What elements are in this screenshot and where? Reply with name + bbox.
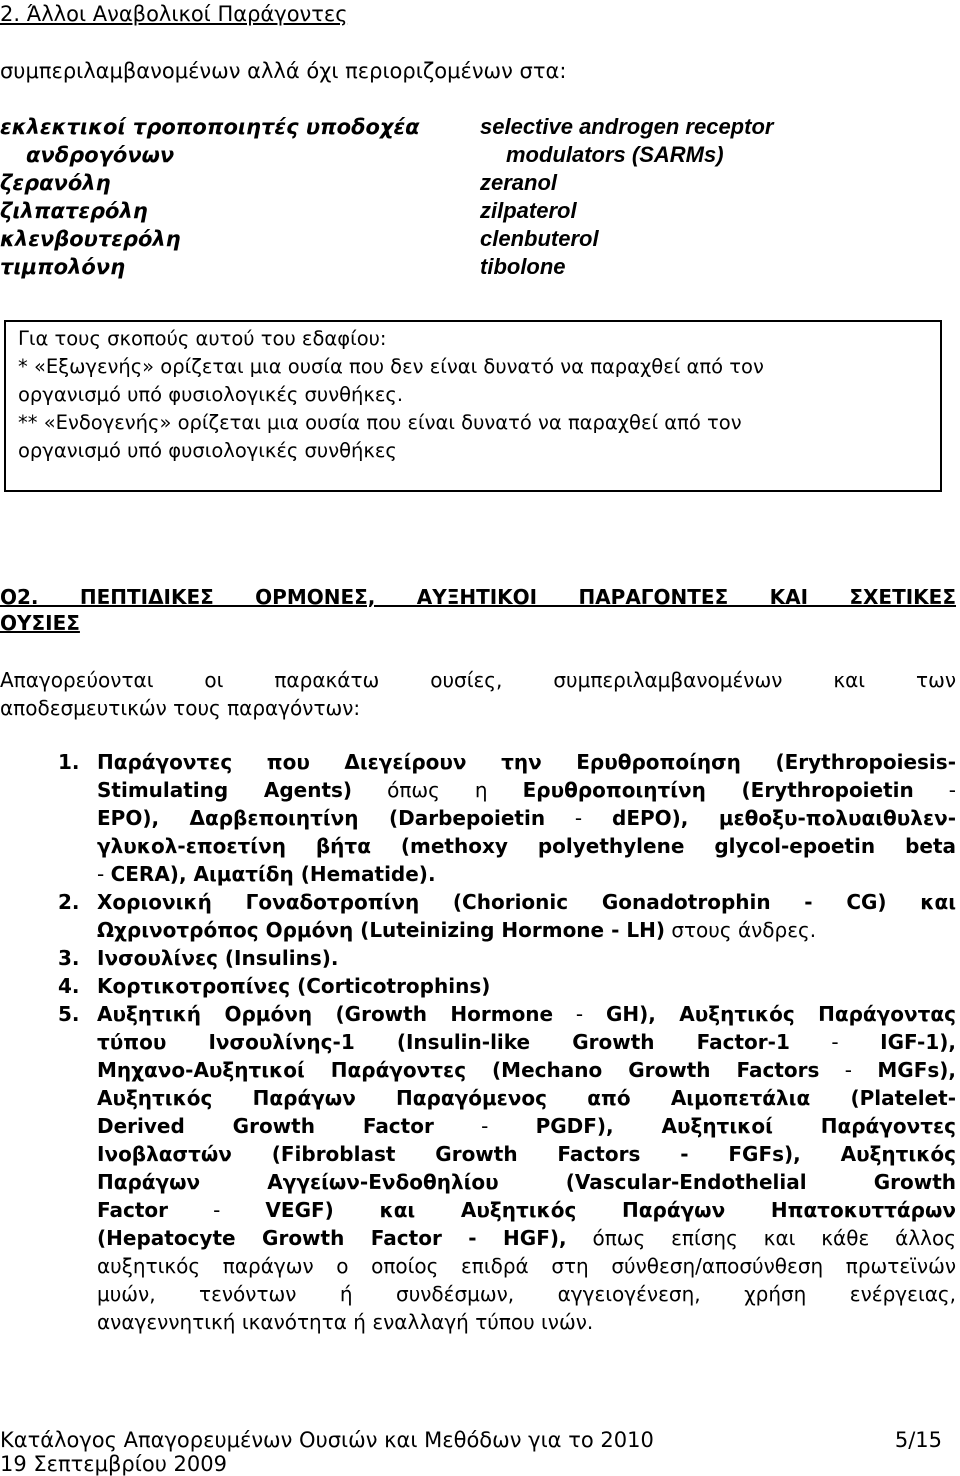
list-line: Stimulating Agents) όπως η Ερυθροποιητίνη (Erythropoietin -	[97, 778, 957, 802]
list-line: Μηχανο-Αυξητικοί Παράγοντες (Mechano Growth Factors - MGFs),	[97, 1058, 956, 1082]
list-line: Ωχρινοτρόπος Ορμόνη (Luteinizing Hormone - LH) στους άνδρες.	[97, 918, 817, 942]
section2-title-line: ΟΥΣΙΕΣ	[0, 611, 80, 635]
definition-line: οργανισμό υπό φυσιολογικές συνθήκες	[18, 439, 397, 462]
list-number: 2.	[58, 890, 80, 914]
substance-english: modulators (SARMs)	[506, 142, 724, 167]
list-number: 5.	[58, 1002, 80, 1026]
substance-english: zeranol	[480, 170, 558, 195]
list-item	[58, 888, 956, 944]
substance-greek: τιμπολόνη	[0, 255, 126, 279]
list-line: Factor - VEGF) και Αυξητικός Παράγων Ηπατοκυττάρων	[97, 1198, 956, 1222]
definition-box	[4, 320, 942, 492]
list-line: (Hepatocyte Growth Factor - HGF), όπως επίσης και κάθε άλλος	[97, 1226, 956, 1250]
list-number: 3.	[58, 946, 80, 970]
substance-english: tibolone	[480, 254, 566, 279]
list-line: EPO), Δαρβεποιητίνη (Darbepoietin - dEPO), μεθοξυ-πολυαιθυλεν-	[97, 806, 956, 830]
list-item	[58, 748, 956, 888]
definition-line: Για τους σκοπούς αυτού του εδαφίου:	[18, 327, 387, 350]
list-line: Ινσουλίνες (Insulins).	[97, 946, 339, 970]
list-line: Ινοβλαστών (Fibroblast Growth Factors - FGFs), Αυξητικός	[97, 1142, 956, 1166]
list-line: τύπου Ινσουλίνης-1 (Insulin-like Growth Factor-1 - IGF-1),	[97, 1030, 956, 1054]
substance-english: zilpaterol	[480, 198, 577, 223]
list-line: Χοριονική Γοναδοτροπίνη (Chorionic Gonadotrophin - CG) και	[97, 890, 956, 914]
list-item	[58, 972, 956, 1000]
list-line: Derived Growth Factor - PGDF), Αυξητικοί Παράγοντες	[97, 1114, 956, 1138]
substance-list	[58, 748, 956, 1336]
list-line: Παράγοντες που Διεγείρουν την Ερυθροποίηση (Erythropoiesis-	[97, 750, 956, 774]
substances-english-column	[480, 113, 950, 281]
section-title: 2. Άλλοι Αναβολικοί Παράγοντες	[0, 2, 348, 26]
definition-line: οργανισμό υπό φυσιολογικές συνθήκες.	[18, 383, 404, 406]
list-item	[58, 944, 956, 972]
footer	[0, 1428, 942, 1476]
list-line: αυξητικός παράγων ο οποίος επιδρά στη σύνθεση/αποσύνθεση πρωτεϊνών	[97, 1254, 956, 1278]
list-item	[58, 1000, 956, 1336]
list-line: Παράγων Αγγείων-Ενδοθηλίου (Vascular-Endothelial Growth	[97, 1170, 956, 1194]
list-number: 4.	[58, 974, 80, 998]
substance-greek: ζερανόλη	[0, 171, 111, 195]
substance-greek: κλενβουτερόλη	[0, 227, 181, 251]
substances-greek-column	[0, 113, 470, 281]
substance-greek: ζιλπατερόλη	[0, 199, 148, 223]
list-line: αναγεννητική ικανότητα ή εναλλαγή τύπου ινών.	[97, 1310, 594, 1334]
substance-english: selective androgen receptor	[480, 114, 774, 139]
page-number: 5/15	[894, 1428, 942, 1452]
footer-date: 19 Σεπτεμβρίου 2009	[0, 1452, 227, 1476]
section2-intro	[0, 666, 956, 722]
list-line: γλυκολ-εποετίνη βήτα (methoxy polyethylene glycol-epoetin beta	[97, 834, 956, 858]
list-line: μυών, τενόντων ή συνδέσμων, αγγειογένεση, χρήση ενέργειας,	[97, 1282, 956, 1306]
section2-intro-line: αποδεσμευτικών τους παραγόντων:	[0, 696, 361, 720]
list-line: Κορτικοτροπίνες (Corticotrophins)	[97, 974, 491, 998]
section2-intro-line: Απαγορεύονται οι παρακάτω ουσίες, συμπεριλαμβανομένων και των	[0, 668, 956, 692]
definition-line: * «Εξωγενής» ορίζεται μια ουσία που δεν είναι δυνατό να παραχθεί από τον	[18, 355, 764, 378]
section2-title-line: Ο2. ΠΕΠΤΙΔΙΚΕΣ ΟΡΜΟΝΕΣ, ΑΥΞΗΤΙΚΟΙ ΠΑΡΑΓΟΝΤΕΣ ΚΑΙ ΣΧΕΤΙΚΕΣ	[0, 585, 956, 609]
substance-greek: εκλεκτικοί τροποποιητές υποδοχέα	[0, 115, 420, 139]
list-number: 1.	[58, 750, 80, 774]
definition-line: ** «Ενδογενής» ορίζεται μια ουσία που είναι δυνατό να παραχθεί από τον	[18, 411, 742, 434]
substance-greek: ανδρογόνων	[26, 143, 175, 167]
section2-title	[0, 584, 956, 636]
list-line: - CERA), Αιματίδη (Hematide).	[97, 862, 436, 886]
substance-english: clenbuterol	[480, 226, 599, 251]
intro-text: συμπεριλαμβανομένων αλλά όχι περιοριζομένων στα:	[0, 59, 567, 83]
list-line: Αυξητικός Παράγων Παραγόμενος από Αιμοπετάλια (Platelet-	[97, 1086, 956, 1110]
footer-title: Κατάλογος Απαγορευμένων Ουσιών και Μεθόδων για το 2010	[0, 1428, 654, 1452]
list-line: Αυξητική Ορμόνη (Growth Hormone - GH), Αυξητικός Παράγοντας	[97, 1002, 956, 1026]
